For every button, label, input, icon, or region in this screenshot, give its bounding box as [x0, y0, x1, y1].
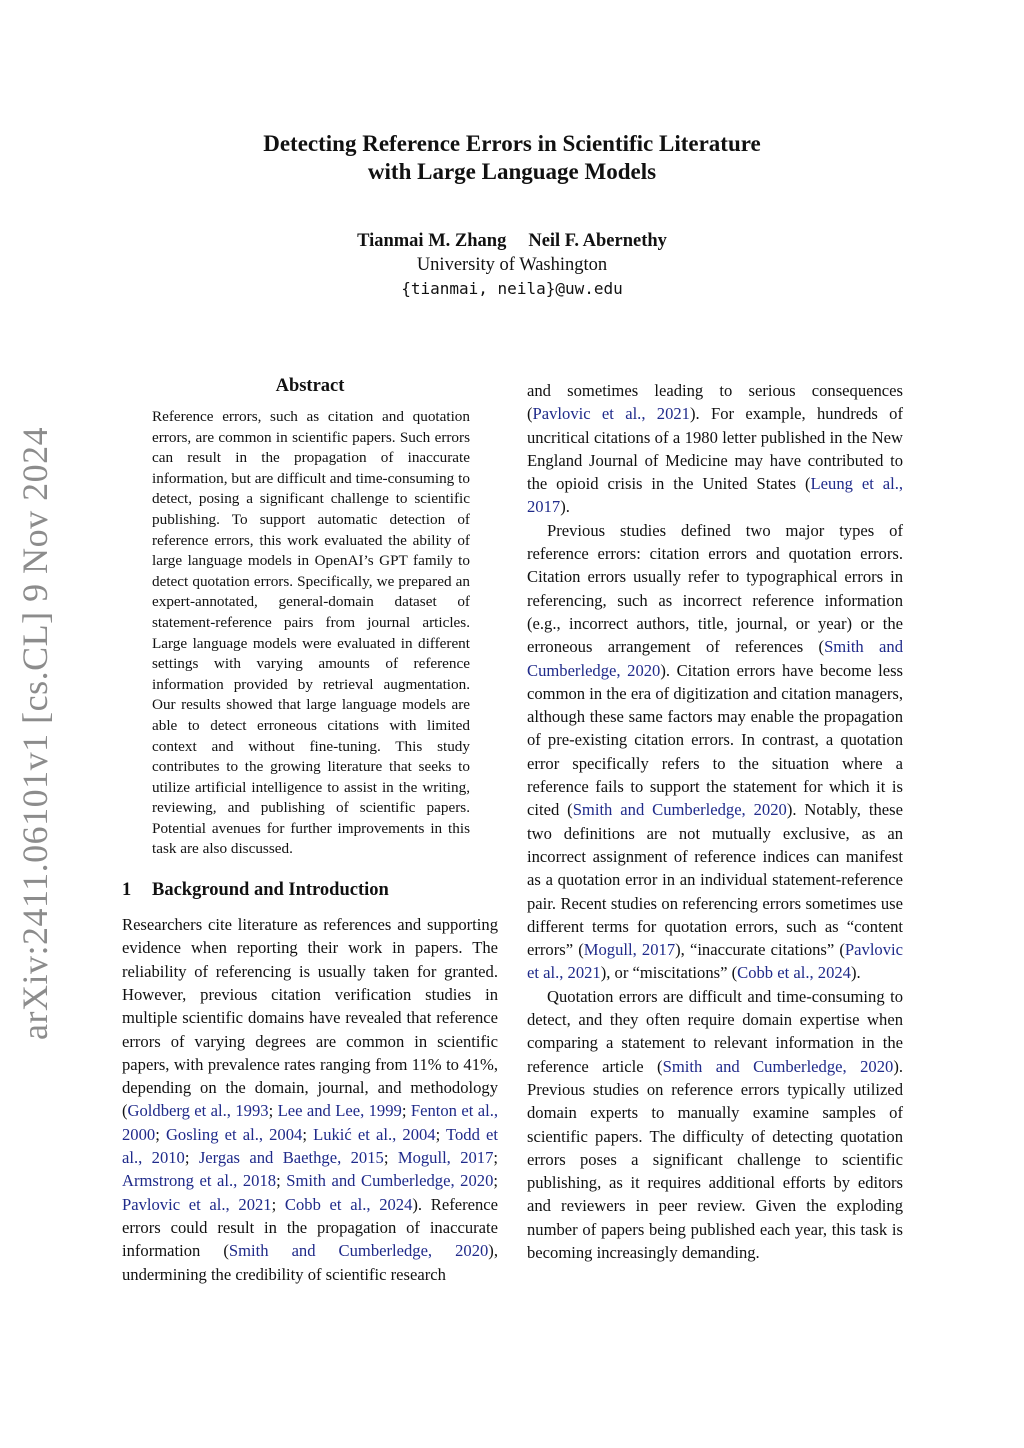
abstract-text: Reference errors, such as citation and quotation errors, are common in scientific papers. Such errors can result in the propagation of inaccurate information, but are difficult and time-consuming to detect, posing a significant challenge to scientific publishing. To support automatic detection of reference errors, this work evaluated the ability of large language models in OpenAI’s GPT family to detect quotation errors. Specifically, we prepared an expert-annotated, general-domain dataset of statement-reference pairs from journal articles. Large language models were evaluated in different settings with varying amounts of reference information provided by retrieval augmentation. Our results showed that large language models are able to detect erroneous citations with limited context and without fine-tuning. This study contributes to the growing literature that seeks to utilize artificial intelligence to assist in the writing, reviewing, and publishing of scientific papers. Potential avenues for further improvements in this task are also discussed. — [152, 408, 470, 858]
citation-link[interactable]: Smith and Cumberledge, 2020 — [662, 1056, 894, 1076]
abstract-heading: Abstract — [275, 376, 345, 396]
text-run: ). — [560, 497, 570, 517]
separator: ; — [155, 1124, 166, 1144]
author-email: {tianmai, neila}@uw.edu — [401, 279, 623, 298]
text-run: ), or “miscitations” ( — [600, 963, 738, 983]
intro-paragraph-1b — [527, 379, 903, 519]
separator: ; — [268, 1101, 278, 1121]
separator: ; — [184, 1148, 199, 1168]
intro-paragraph-2 — [527, 519, 903, 985]
affiliation: University of Washington — [416, 255, 608, 275]
author-2: Neil F. Abernethy — [528, 231, 667, 251]
text-run: ), undermining the credibility of scientific research — [122, 1241, 498, 1284]
title-line-1: Detecting Reference Errors in Scientific Literature — [263, 131, 761, 156]
citation-link[interactable]: Smith and Cumberledge, 2020 — [572, 800, 787, 820]
section-title: Background and Introduction — [152, 880, 389, 901]
text-run: ). Notably, these two definitions are not mutually exclusive, as an incorrect assignment of reference indices can manifest as a quotation error in an individual statement-reference pair. Recent studies on referencing errors sometimes use different terms for quotation errors, such as “content errors” ( — [527, 800, 903, 960]
citation-link[interactable]: Mogull, 2017 — [397, 1148, 494, 1168]
left-column — [122, 376, 498, 1286]
intro-paragraph-3 — [527, 985, 903, 1265]
separator: ; — [383, 1148, 398, 1168]
text-run: ( — [527, 404, 533, 424]
citation-link[interactable]: Mogull, 2017 — [583, 940, 676, 960]
citation-link[interactable]: Pavlovic et al., 2021 — [122, 1194, 272, 1214]
separator: ; — [435, 1124, 447, 1144]
right-column — [527, 379, 903, 1264]
text-run: ). Previous studies on reference errors typically utilized domain experts to manually examine samples of scientific papers. The difficulty of detecting quotation errors poses a significant challenge to scientific publishing, as it requires additional efforts by editors and reviewers in peer review. Given the exploding number of papers being published each year, this task is becoming increasingly demanding. — [527, 1056, 903, 1262]
title-line-2: with Large Language Models — [367, 159, 657, 184]
author-block — [0, 229, 1024, 301]
citation-link[interactable]: Lukić et al., 2004 — [313, 1124, 436, 1144]
text-run: ). — [850, 963, 861, 983]
citation-link[interactable]: Smith and Cumberledge, 2020 — [228, 1241, 489, 1261]
citation-link[interactable]: Pavlovic et al., 2021 — [527, 940, 903, 983]
text-run: Previous studies defined two major types of reference errors: citation errors and quotation errors. Citation errors usually refer to typographical errors in referencing, such as incorrect reference information (e.g., incorrect authors, title, journal, or year) or the erroneous arrangement of references ( — [527, 520, 903, 657]
citation-link[interactable]: Pavlovic et al., 2021 — [532, 404, 690, 424]
section-number: 1 — [122, 880, 132, 901]
separator: ; — [493, 1171, 498, 1191]
citation-link[interactable]: Smith and Cumberledge, 2020 — [527, 637, 903, 680]
citation-link[interactable]: Todd et al., 2010 — [122, 1124, 499, 1168]
paper-title — [0, 130, 1024, 186]
citation-link[interactable]: Lee and Lee, 1999 — [277, 1101, 402, 1121]
citation-link[interactable]: Smith and Cumberledge, 2020 — [286, 1171, 494, 1191]
text-run: ). Reference errors could result in the propagation of inaccurate information ( — [122, 1194, 499, 1261]
author-1: Tianmai M. Zhang — [357, 231, 507, 251]
text-run: ). Citation errors have become less common in the era of digitization and citation managers, although these same factors may enable the propagation of pre-existing citation errors. In contrast, a quotation error specifically refers to the situation where a reference fails to support the statement for which it is cited ( — [527, 660, 903, 820]
intro-paragraph-1a — [122, 913, 498, 1286]
citation-link[interactable]: Jergas and Baethge, 2015 — [198, 1148, 384, 1168]
arxiv-watermark: arXiv:2411.06101v1 [cs.CL] 9 Nov 2024 — [15, 426, 55, 1040]
text-run: ), “inaccurate citations” ( — [675, 940, 845, 960]
text-run: Quotation errors are difficult and time-consuming to detect, and they often require domain expertise when comparing a statement to relevant information in the reference article ( — [527, 986, 903, 1076]
text-run: ). For example, hundreds of uncritical citations of a 1980 letter published in the New England Journal of Medicine may have contributed to the opioid crisis in the United States ( — [527, 404, 903, 494]
separator: ; — [493, 1148, 499, 1168]
separator: ; — [302, 1124, 314, 1144]
citation-link[interactable]: Fenton et al., 2000 — [122, 1101, 498, 1144]
section-heading — [122, 880, 498, 901]
citation-link[interactable]: Gosling et al., 2004 — [165, 1124, 303, 1144]
citation-link[interactable]: Cobb et al., 2024 — [737, 963, 851, 983]
separator: ; — [401, 1101, 411, 1121]
separator: ; — [271, 1194, 285, 1214]
citation-link[interactable]: Cobb et al., 2024 — [284, 1194, 413, 1214]
citation-link[interactable]: Armstrong et al., 2018 — [122, 1171, 277, 1191]
separator: ; — [276, 1171, 287, 1191]
text-run: and sometimes leading to serious consequences — [527, 381, 903, 400]
citation-link[interactable]: Goldberg et al., 1993 — [127, 1101, 269, 1121]
text-run: Researchers cite literature as references and supporting evidence when reporting their work in papers. The reliability of referencing is usually taken for granted. However, previous citation verification studies in multiple scientific domains have revealed that reference errors of varying degrees are common in scientific papers, with prevalence rates ranging from 11% to 41%, depending on the domain, journal, and methodology ( — [122, 915, 498, 1121]
author-names — [0, 229, 1024, 253]
citation-link[interactable]: Leung et al., 2017 — [527, 474, 903, 517]
